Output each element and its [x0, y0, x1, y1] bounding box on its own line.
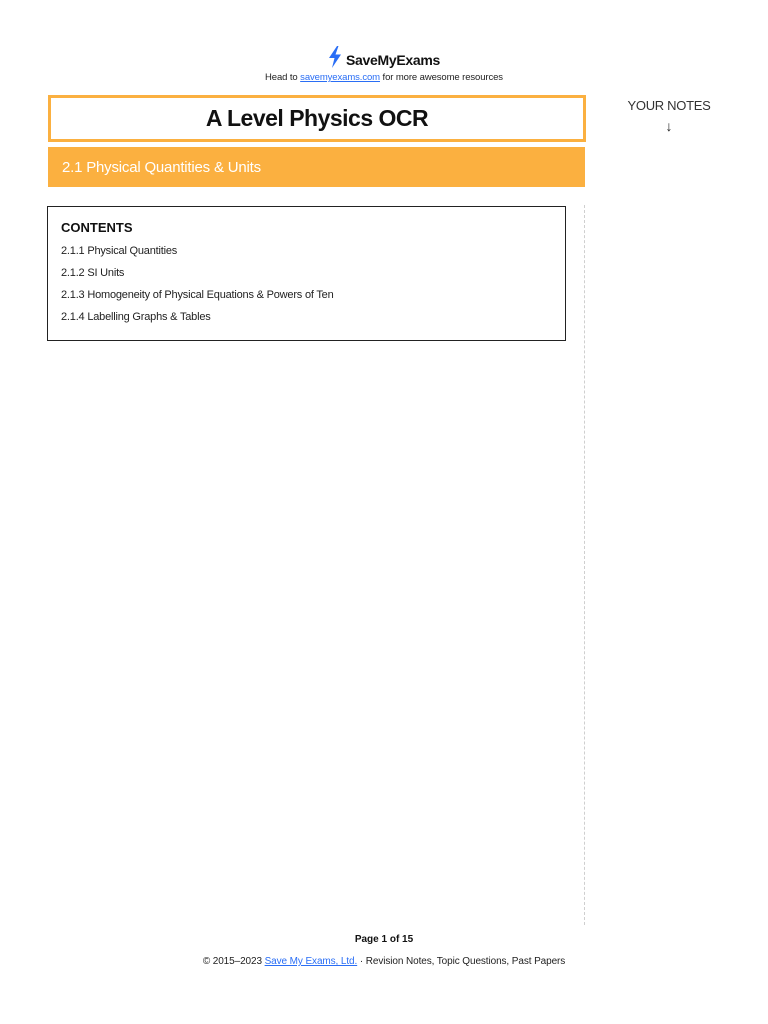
footer: [0, 956, 768, 967]
contents-heading: CONTENTS: [61, 220, 133, 235]
section-banner: [48, 147, 585, 187]
your-notes-label: YOUR NOTES: [627, 98, 711, 113]
tagline-suffix: for more awesome resources: [379, 72, 503, 83]
savemyexams-link[interactable]: savemyexams.com: [300, 72, 380, 83]
document-title-box: [48, 95, 586, 142]
contents-item[interactable]: 2.1.1 Physical Quantities: [61, 245, 178, 257]
header-tagline: [0, 72, 768, 83]
arrow-down-icon: ↓: [665, 118, 673, 134]
footer-link[interactable]: Save My Exams, Ltd.: [264, 956, 358, 967]
footer-copyright: © 2015–2023: [202, 956, 265, 967]
page-number: Page 1 of 15: [354, 934, 414, 945]
contents-item[interactable]: 2.1.2 SI Units: [61, 267, 125, 279]
brand-logo[interactable]: [0, 46, 768, 73]
tagline-prefix: Head to: [265, 72, 301, 83]
contents-box: [47, 206, 566, 341]
footer-suffix: · Revision Notes, Topic Questions, Past Papers: [357, 956, 566, 967]
contents-item[interactable]: 2.1.4 Labelling Graphs & Tables: [61, 311, 211, 323]
lightning-bolt-icon: [328, 46, 342, 73]
notes-divider: [584, 205, 585, 925]
document-title: A Level Physics OCR: [205, 105, 429, 131]
brand-name: SaveMyExams: [346, 51, 440, 68]
contents-item[interactable]: 2.1.3 Homogeneity of Physical Equations & Powers of Ten: [61, 289, 334, 301]
contents-list: [61, 244, 334, 332]
section-title: 2.1 Physical Quantities & Units: [62, 158, 261, 176]
